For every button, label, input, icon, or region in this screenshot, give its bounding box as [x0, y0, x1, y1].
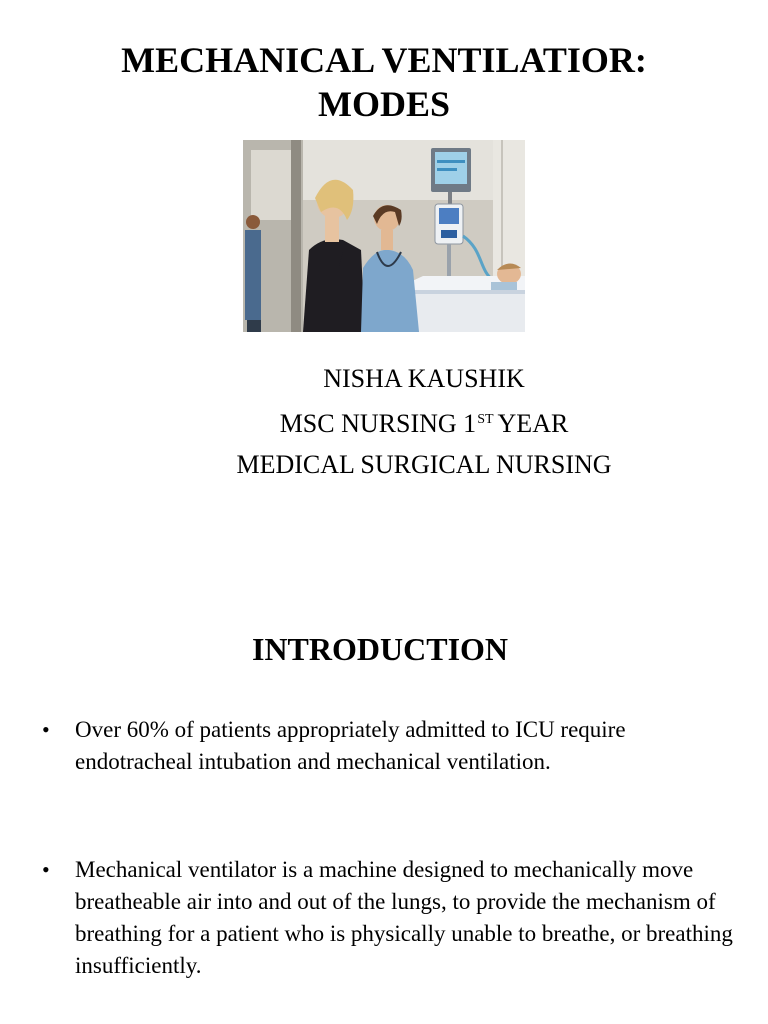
page-title	[0, 38, 768, 126]
course-prefix: MSC NURSING 1	[279, 409, 477, 438]
author-course	[0, 399, 768, 444]
title-line-2: MODES	[317, 84, 450, 124]
course-suffix: YEAR	[497, 409, 569, 438]
section-heading: INTRODUCTION	[251, 631, 509, 667]
title-line-1: MECHANICAL VENTILATIOR:	[121, 40, 647, 80]
course-superscript: ST	[477, 412, 494, 427]
bullet-marker: •	[42, 857, 50, 882]
bullet-text: Over 60% of patients appropriately admitted to ICU require endotracheal intubation and mechanical ventilation.	[75, 717, 626, 774]
bullet-text: Mechanical ventilator is a machine designed to mechanically move breatheable air into and out of the lungs, to provide the mechanism of breathing for a patient who is physically unable to breathe, or breathing insufficiently.	[75, 857, 733, 978]
author-block	[0, 358, 768, 485]
author-department: MEDICAL SURGICAL NURSING	[236, 450, 612, 479]
bullet-marker: •	[42, 717, 50, 742]
author-name: NISHA KAUSHIK	[323, 364, 525, 393]
icu-photo	[243, 140, 525, 332]
